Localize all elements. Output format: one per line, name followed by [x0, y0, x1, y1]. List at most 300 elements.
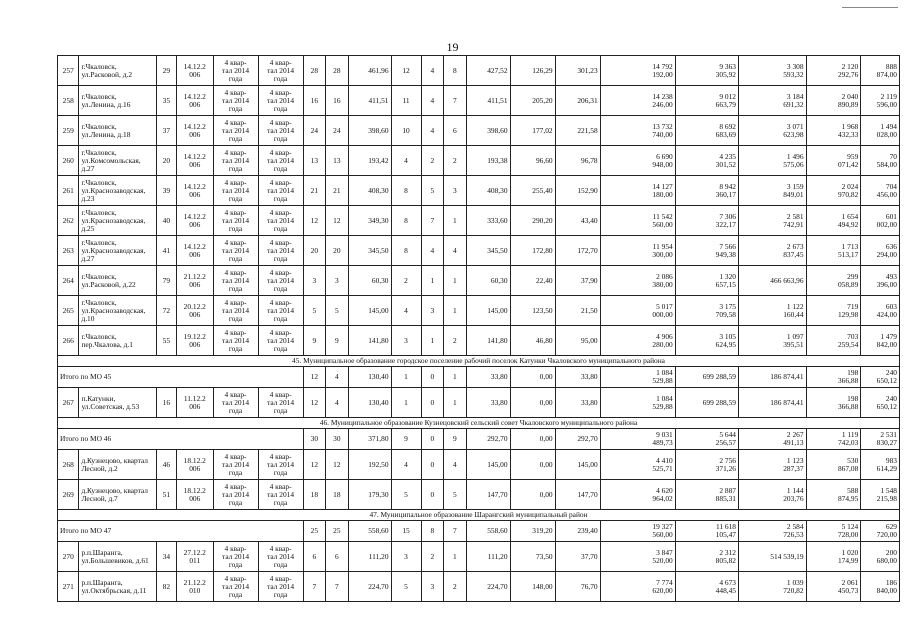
data-cell: 46,80	[510, 326, 555, 356]
row-number: 263	[58, 236, 79, 266]
data-cell: 13	[303, 146, 326, 176]
section-heading: 46. Муниципальное образование Кузнецовский сельский совет Чкаловского муниципального района	[58, 418, 900, 429]
amount-cell: 14 127 180,00	[600, 176, 675, 206]
amount-cell: 2 119 596,00	[861, 86, 900, 116]
amount-cell: 9 012 663,79	[675, 86, 738, 116]
data-cell: 6	[326, 542, 349, 572]
data-cell: 130,40	[348, 367, 391, 388]
data-cell: 33,80	[555, 367, 600, 388]
row-number: 267	[58, 388, 79, 418]
data-cell: 0	[421, 480, 444, 510]
address-cell: р.п.Шаранга, ул.Октябрьская, д.11	[79, 572, 156, 602]
amount-cell: 514 539,19	[739, 542, 807, 572]
data-cell: 345,50	[466, 236, 510, 266]
data-cell: 3	[421, 572, 444, 602]
row-number: 265	[58, 296, 79, 326]
data-cell: 411,51	[348, 86, 391, 116]
data-cell: 60,30	[466, 266, 510, 296]
row-number: 261	[58, 176, 79, 206]
data-cell: 141,80	[348, 326, 391, 356]
data-cell: 21,50	[555, 296, 600, 326]
amount-cell: 13 732 740,00	[600, 116, 675, 146]
data-cell: 28	[326, 56, 349, 86]
data-cell: 1	[444, 542, 467, 572]
data-cell: 345,50	[348, 236, 391, 266]
amount-cell: 11 618 105,47	[675, 521, 738, 542]
data-cell: 16	[303, 86, 326, 116]
quarter-cell: 4 квар- тал 2014 года	[258, 236, 303, 266]
amount-cell: 4 673 448,45	[675, 572, 738, 602]
amount-cell: 7 306 322,17	[675, 206, 738, 236]
table-row	[58, 480, 900, 510]
data-cell: 33,80	[466, 367, 510, 388]
table-row	[58, 266, 900, 296]
amount-cell: 2 581 742,91	[739, 206, 807, 236]
data-cell: 145,00	[466, 450, 510, 480]
address-cell: г.Чкаловск, ул.Краснозаводская, д.10	[79, 296, 156, 326]
amount-cell: 603 424,00	[861, 296, 900, 326]
data-cell: 141,80	[466, 326, 510, 356]
data-cell: 4	[444, 236, 467, 266]
corner-rule	[842, 7, 898, 8]
data-cell: 35	[156, 86, 176, 116]
data-cell: 96,78	[555, 146, 600, 176]
quarter-cell: 4 квар- тал 2014 года	[258, 146, 303, 176]
quarter-cell: 4 квар- тал 2014 года	[213, 296, 258, 326]
address-cell: д.Кузнецово, квартал Лесной, д.2	[79, 450, 156, 480]
row-number: 259	[58, 116, 79, 146]
amount-cell: 4 235 301,52	[675, 146, 738, 176]
data-cell: 22,40	[510, 266, 555, 296]
quarter-cell: 4 квар- тал 2014 года	[258, 296, 303, 326]
amount-cell: 699 288,59	[675, 367, 738, 388]
data-cell: 301,23	[555, 56, 600, 86]
data-cell: 1	[444, 388, 467, 418]
amount-cell: 959 071,42	[806, 146, 861, 176]
data-cell: 8	[391, 236, 421, 266]
amount-cell: 588 874,95	[806, 480, 861, 510]
date-cell: 14.12.2 006	[177, 116, 213, 146]
data-cell: 1	[421, 266, 444, 296]
data-cell: 255,40	[510, 176, 555, 206]
data-cell: 6	[444, 116, 467, 146]
date-cell: 14.12.2 006	[177, 206, 213, 236]
amount-cell: 299 058,89	[806, 266, 861, 296]
table-row	[58, 542, 900, 572]
data-cell: 111,20	[348, 542, 391, 572]
quarter-cell: 4 квар- тал 2014 года	[213, 388, 258, 418]
data-cell: 7	[421, 206, 444, 236]
data-cell: 205,20	[510, 86, 555, 116]
total-row	[58, 429, 900, 450]
date-cell: 11.12.2 006	[177, 388, 213, 418]
amount-cell: 1 320 657,15	[675, 266, 738, 296]
data-cell: 1	[391, 388, 421, 418]
data-cell: 2	[444, 326, 467, 356]
data-cell: 3	[326, 266, 349, 296]
address-cell: г.Чкаловск, ул.Комсомольская, д.27	[79, 146, 156, 176]
date-cell: 21.12.2 010	[177, 572, 213, 602]
data-cell: 0,00	[510, 367, 555, 388]
data-cell: 177,02	[510, 116, 555, 146]
data-cell: 20	[303, 236, 326, 266]
amount-cell: 703 259,54	[806, 326, 861, 356]
amount-cell: 1 968 432,33	[806, 116, 861, 146]
amount-cell: 699 288,59	[675, 388, 738, 418]
amount-cell: 1 479 842,00	[861, 326, 900, 356]
data-cell: 24	[303, 116, 326, 146]
data-cell: 408,30	[466, 176, 510, 206]
data-cell: 0	[421, 367, 444, 388]
amount-cell: 1 119 742,03	[806, 429, 861, 450]
data-cell: 192,50	[348, 450, 391, 480]
section-heading-row	[58, 356, 900, 367]
amount-cell: 198 366,88	[806, 388, 861, 418]
data-cell: 12	[303, 206, 326, 236]
data-cell: 21	[326, 176, 349, 206]
amount-cell: 2 887 885,31	[675, 480, 738, 510]
quarter-cell: 4 квар- тал 2014 года	[213, 146, 258, 176]
data-cell: 558,60	[348, 521, 391, 542]
quarter-cell: 4 квар- тал 2014 года	[213, 480, 258, 510]
data-cell: 39	[156, 176, 176, 206]
amount-cell: 3 105 624,95	[675, 326, 738, 356]
data-cell: 3	[391, 542, 421, 572]
data-cell: 130,40	[348, 388, 391, 418]
data-cell: 558,60	[466, 521, 510, 542]
data-cell: 145,00	[348, 296, 391, 326]
amount-cell: 2 267 491,13	[739, 429, 807, 450]
data-cell: 95,00	[555, 326, 600, 356]
data-cell: 1	[444, 206, 467, 236]
data-cell: 12	[326, 206, 349, 236]
amount-cell: 1 548 215,98	[861, 480, 900, 510]
data-cell: 5	[421, 176, 444, 206]
quarter-cell: 4 квар- тал 2014 года	[213, 206, 258, 236]
data-cell: 51	[156, 480, 176, 510]
data-cell: 34	[156, 542, 176, 572]
quarter-cell: 4 квар- тал 2014 года	[213, 450, 258, 480]
quarter-cell: 4 квар- тал 2014 года	[258, 116, 303, 146]
data-cell: 411,51	[466, 86, 510, 116]
address-cell: г.Чкаловск, ул.Краснозаводская, д.23	[79, 176, 156, 206]
data-cell: 37,90	[555, 266, 600, 296]
data-cell: 30	[303, 429, 326, 450]
data-cell: 2	[444, 146, 467, 176]
data-cell: 461,96	[348, 56, 391, 86]
data-cell: 4	[391, 146, 421, 176]
data-cell: 43,40	[555, 206, 600, 236]
amount-cell: 2 312 805,82	[675, 542, 738, 572]
row-number: 268	[58, 450, 79, 480]
table-row	[58, 86, 900, 116]
total-label: Итого по МО 46	[58, 429, 304, 450]
data-cell: 1	[391, 367, 421, 388]
data-cell: 30	[326, 429, 349, 450]
quarter-cell: 4 квар- тал 2014 года	[258, 388, 303, 418]
amount-cell: 3 847 520,00	[600, 542, 675, 572]
data-cell: 193,38	[466, 146, 510, 176]
data-cell: 1	[444, 296, 467, 326]
table-row	[58, 236, 900, 266]
data-cell: 37	[156, 116, 176, 146]
amount-cell: 493 396,00	[861, 266, 900, 296]
housing-table	[57, 55, 900, 602]
data-cell: 4	[444, 450, 467, 480]
amount-cell: 5 644 256,57	[675, 429, 738, 450]
address-cell: п.Катунки, ул.Советская, д.53	[79, 388, 156, 418]
table-row	[58, 326, 900, 356]
total-row	[58, 521, 900, 542]
amount-cell: 1 020 174,99	[806, 542, 861, 572]
amount-cell: 1 494 028,00	[861, 116, 900, 146]
data-cell: 21	[303, 176, 326, 206]
row-number: 258	[58, 86, 79, 116]
amount-cell: 14 238 246,00	[600, 86, 675, 116]
data-cell: 29	[156, 56, 176, 86]
amount-cell: 198 366,88	[806, 367, 861, 388]
table-row	[58, 572, 900, 602]
row-number: 271	[58, 572, 79, 602]
amount-cell: 186 874,41	[739, 388, 807, 418]
data-cell: 427,52	[466, 56, 510, 86]
amount-cell: 6 690 948,00	[600, 146, 675, 176]
amount-cell: 1 039 720,82	[739, 572, 807, 602]
data-cell: 319,20	[510, 521, 555, 542]
table-row	[58, 450, 900, 480]
section-heading: 45. Муниципальное образование городское поселение рабочий поселок Катунки Чкаловского муниципального района	[58, 356, 900, 367]
data-cell: 1	[444, 266, 467, 296]
data-cell: 20	[156, 146, 176, 176]
amount-cell: 1 144 203,76	[739, 480, 807, 510]
quarter-cell: 4 квар- тал 2014 года	[213, 236, 258, 266]
amount-cell: 629 720,00	[861, 521, 900, 542]
data-cell: 239,40	[555, 521, 600, 542]
date-cell: 27.12.2 011	[177, 542, 213, 572]
data-cell: 179,30	[348, 480, 391, 510]
amount-cell: 1 084 529,88	[600, 367, 675, 388]
data-cell: 4	[421, 236, 444, 266]
data-cell: 25	[303, 521, 326, 542]
data-cell: 46	[156, 450, 176, 480]
address-cell: г.Чкаловск, ул.Краснозаводская, д.25	[79, 206, 156, 236]
data-cell: 16	[156, 388, 176, 418]
data-cell: 10	[391, 116, 421, 146]
amount-cell: 3 175 709,58	[675, 296, 738, 326]
amount-cell: 2 061 450,73	[806, 572, 861, 602]
data-cell: 24	[326, 116, 349, 146]
amount-cell: 888 874,00	[861, 56, 900, 86]
data-cell: 5	[391, 480, 421, 510]
data-cell: 12	[303, 450, 326, 480]
data-cell: 7	[326, 572, 349, 602]
table-row	[58, 388, 900, 418]
amount-cell: 704 456,00	[861, 176, 900, 206]
row-number: 264	[58, 266, 79, 296]
data-cell: 15	[391, 521, 421, 542]
address-cell: д.Кузнецово, квартал Лесной, д.7	[79, 480, 156, 510]
date-cell: 20.12.2 006	[177, 296, 213, 326]
amount-cell: 200 680,00	[861, 542, 900, 572]
data-cell: 8	[391, 176, 421, 206]
table-row	[58, 56, 900, 86]
amount-cell: 4 620 964,02	[600, 480, 675, 510]
amount-cell: 8 942 360,17	[675, 176, 738, 206]
quarter-cell: 4 квар- тал 2014 года	[213, 56, 258, 86]
address-cell: г.Чкаловск, ул.Расковой, д.22	[79, 266, 156, 296]
quarter-cell: 4 квар- тал 2014 года	[258, 542, 303, 572]
data-cell: 206,31	[555, 86, 600, 116]
amount-cell: 9 031 489,73	[600, 429, 675, 450]
data-cell: 292,70	[466, 429, 510, 450]
amount-cell: 240 650,12	[861, 367, 900, 388]
quarter-cell: 4 квар- тал 2014 года	[258, 176, 303, 206]
section-heading: 47. Муниципальное образование Шарангский муниципальный район	[58, 510, 900, 521]
quarter-cell: 4 квар- тал 2014 года	[213, 326, 258, 356]
data-cell: 0	[421, 388, 444, 418]
address-cell: г.Чкаловск, ул.Ленина, д.18	[79, 116, 156, 146]
row-number: 270	[58, 542, 79, 572]
quarter-cell: 4 квар- тал 2014 года	[258, 86, 303, 116]
data-cell: 2	[421, 146, 444, 176]
data-cell: 398,60	[466, 116, 510, 146]
data-cell: 4	[421, 56, 444, 86]
data-cell: 73,50	[510, 542, 555, 572]
amount-cell: 240 650,12	[861, 388, 900, 418]
amount-cell: 1 496 575,06	[739, 146, 807, 176]
data-cell: 5	[326, 296, 349, 326]
data-cell: 18	[326, 480, 349, 510]
address-cell: г.Чкаловск, ул.Краснозаводская, д.27	[79, 236, 156, 266]
data-cell: 9	[326, 326, 349, 356]
data-cell: 60,30	[348, 266, 391, 296]
data-cell: 4	[421, 86, 444, 116]
amount-cell: 466 663,96	[739, 266, 807, 296]
amount-cell: 719 129,98	[806, 296, 861, 326]
amount-cell: 4 906 280,00	[600, 326, 675, 356]
data-cell: 292,70	[555, 429, 600, 450]
amount-cell: 11 954 300,00	[600, 236, 675, 266]
data-cell: 0	[421, 429, 444, 450]
data-cell: 96,60	[510, 146, 555, 176]
table-row	[58, 146, 900, 176]
data-cell: 13	[326, 146, 349, 176]
quarter-cell: 4 квар- тал 2014 года	[213, 572, 258, 602]
data-cell: 1	[421, 326, 444, 356]
amount-cell: 9 363 305,92	[675, 56, 738, 86]
data-cell: 33,80	[466, 388, 510, 418]
data-cell: 0,00	[510, 450, 555, 480]
data-cell: 193,42	[348, 146, 391, 176]
amount-cell: 2 673 837,45	[739, 236, 807, 266]
amount-cell: 7 566 949,38	[675, 236, 738, 266]
data-cell: 333,60	[466, 206, 510, 236]
address-cell: г.Чкаловск, ул.Расковой, д.2	[79, 56, 156, 86]
data-cell: 20	[326, 236, 349, 266]
amount-cell: 11 542 560,00	[600, 206, 675, 236]
data-cell: 145,00	[466, 296, 510, 326]
data-cell: 12	[326, 450, 349, 480]
data-cell: 72	[156, 296, 176, 326]
data-cell: 7	[444, 521, 467, 542]
date-cell: 14.12.2 006	[177, 86, 213, 116]
data-cell: 221,58	[555, 116, 600, 146]
data-cell: 224,70	[348, 572, 391, 602]
data-cell: 126,29	[510, 56, 555, 86]
data-cell: 4	[421, 116, 444, 146]
amount-cell: 7 774 620,00	[600, 572, 675, 602]
data-cell: 0,00	[510, 480, 555, 510]
data-cell: 16	[326, 86, 349, 116]
data-cell: 147,70	[466, 480, 510, 510]
data-cell: 5	[444, 480, 467, 510]
total-row	[58, 367, 900, 388]
quarter-cell: 4 квар- тал 2014 года	[258, 480, 303, 510]
data-cell: 25	[326, 521, 349, 542]
data-cell: 12	[303, 388, 326, 418]
amount-cell: 2 086 380,00	[600, 266, 675, 296]
data-cell: 145,00	[555, 450, 600, 480]
data-cell: 28	[303, 56, 326, 86]
data-cell: 2	[391, 266, 421, 296]
quarter-cell: 4 квар- тал 2014 года	[258, 450, 303, 480]
data-cell: 6	[303, 542, 326, 572]
amount-cell: 2 040 890,89	[806, 86, 861, 116]
amount-cell: 1 123 287,37	[739, 450, 807, 480]
data-cell: 148,00	[510, 572, 555, 602]
amount-cell: 3 308 593,32	[739, 56, 807, 86]
data-cell: 12	[303, 367, 326, 388]
data-cell: 290,20	[510, 206, 555, 236]
data-cell: 82	[156, 572, 176, 602]
table-row	[58, 176, 900, 206]
amount-cell: 3 184 691,32	[739, 86, 807, 116]
data-cell: 37,70	[555, 542, 600, 572]
quarter-cell: 4 квар- тал 2014 года	[258, 206, 303, 236]
data-cell: 224,70	[466, 572, 510, 602]
quarter-cell: 4 квар- тал 2014 года	[213, 542, 258, 572]
amount-cell: 186 840,00	[861, 572, 900, 602]
date-cell: 18.12.2 006	[177, 480, 213, 510]
row-number: 266	[58, 326, 79, 356]
data-cell: 2	[421, 542, 444, 572]
amount-cell: 1 097 395,51	[739, 326, 807, 356]
amount-cell: 601 002,00	[861, 206, 900, 236]
data-cell: 3	[444, 176, 467, 206]
date-cell: 14.12.2 006	[177, 56, 213, 86]
amount-cell: 530 867,08	[806, 450, 861, 480]
data-cell: 2	[444, 572, 467, 602]
table-row	[58, 296, 900, 326]
data-cell: 11	[391, 86, 421, 116]
section-heading-row	[58, 510, 900, 521]
data-cell: 8	[444, 56, 467, 86]
data-cell: 12	[391, 56, 421, 86]
data-cell: 7	[444, 86, 467, 116]
amount-cell: 2 024 970,82	[806, 176, 861, 206]
data-cell: 0	[421, 450, 444, 480]
data-cell: 147,70	[555, 480, 600, 510]
data-cell: 4	[391, 296, 421, 326]
amount-cell: 983 614,29	[861, 450, 900, 480]
page-number: 19	[446, 40, 459, 54]
quarter-cell: 4 квар- тал 2014 года	[258, 326, 303, 356]
data-cell: 172,80	[510, 236, 555, 266]
data-cell: 3	[421, 296, 444, 326]
data-cell: 349,30	[348, 206, 391, 236]
amount-cell: 1 084 529,88	[600, 388, 675, 418]
row-number: 262	[58, 206, 79, 236]
